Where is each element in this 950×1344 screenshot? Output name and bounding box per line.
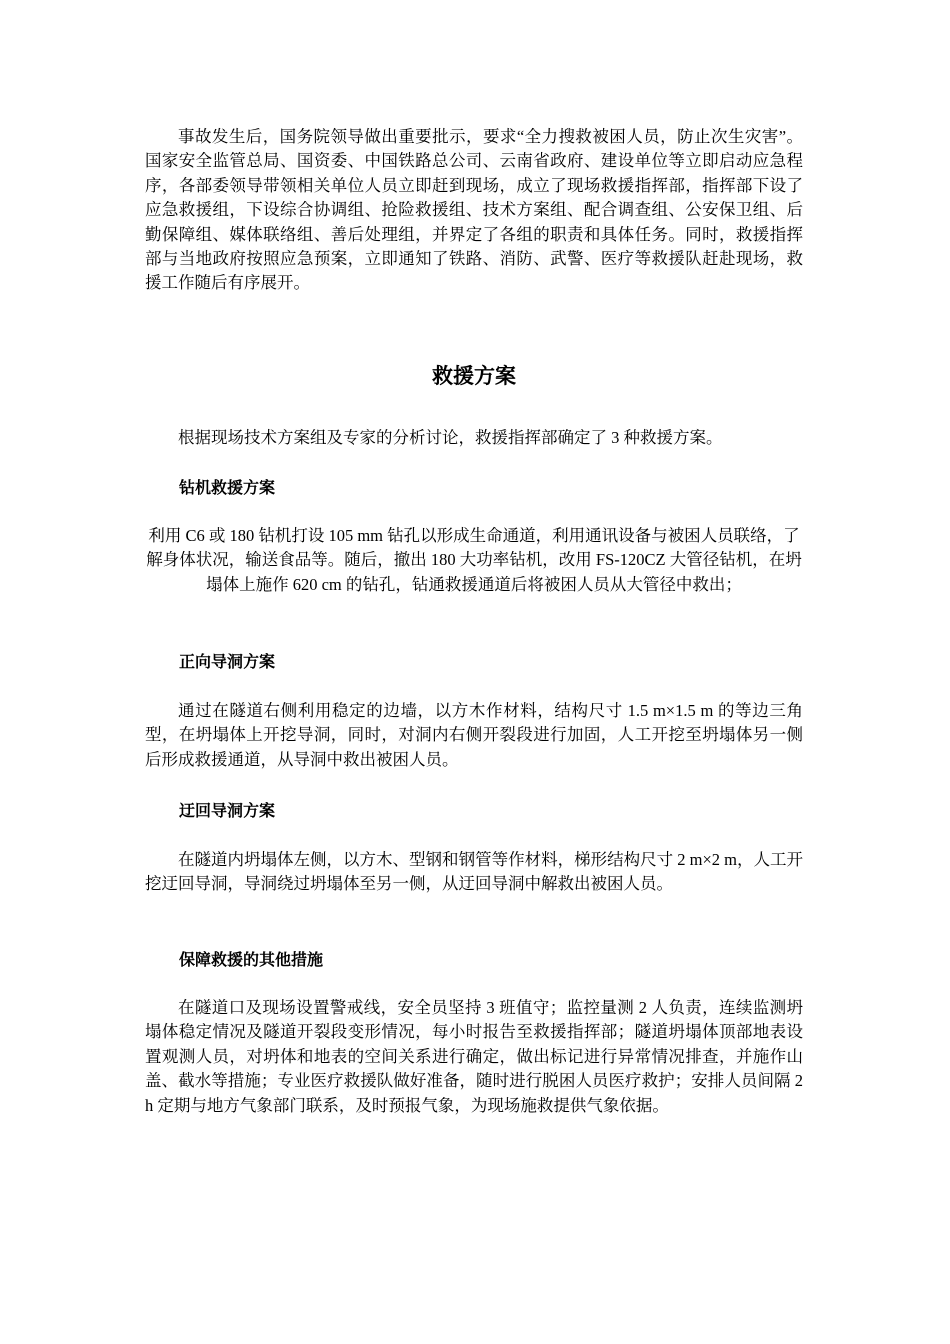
plan-body-other-measures: 在隧道口及现场设置警戒线，安全员坚持 3 班值守；监控量测 2 人负责，连续监测坍塌体稳定情况及隧道开裂段变形情况，每小时报告至救援指挥部；隧道坍塌体顶部地表设置观测人员，对坍体和地表的空间关系进行确定，做出标记进行异常情况排查，并施作山盖、截水等措施；专业医疗救援队做好准备，随时进行脱困人员医疗救护；安排人员间隔 2 h 定期与地方气象部门联系，及时预报气象，为现场施救提供气象依据。 — [145, 998, 803, 1115]
section-intro-paragraph: 根据现场技术方案组及专家的分析讨论，救援指挥部确定了 3 种救援方案。 — [178, 428, 723, 447]
plan-heading-drilling: 钻机救援方案 — [179, 478, 276, 497]
plan-body-drilling: 利用 C6 或 180 钻机打设 105 mm 钻孔以形成生命通道，利用通讯设备与被困人员联络，了解身体状况，输送食品等。随后，撤出 180 大功率钻机，改用 FS-120CZ 大管径钻机，在坍塌体上施作 620 cm 的钻孔，钻通救援通道后将被困人员从大管径中救出； — [146, 526, 802, 594]
plan-heading-detour-pilot-tunnel: 迂回导洞方案 — [179, 801, 276, 820]
plan-heading-forward-pilot-tunnel: 正向导洞方案 — [179, 652, 276, 671]
plan-body-detour-pilot-tunnel: 在隧道内坍塌体左侧，以方木、型钢和钢管等作材料，梯形结构尺寸 2 m×2 m，人工开挖迂回导洞，导洞绕过坍塌体至另一侧，从迂回导洞中解救出被困人员。 — [145, 850, 803, 894]
plan-body-forward-pilot-tunnel: 通过在隧道右侧利用稳定的边墙，以方木作材料，结构尺寸 1.5 m×1.5 m 的等边三角型，在坍塌体上开挖导洞，同时，对洞内右侧开裂段进行加固，人工开挖至坍塌体另一侧后形成救援通道，从导洞中救出被困人员。 — [145, 701, 803, 769]
section-title: 救援方案 — [432, 364, 516, 388]
plan-heading-other-measures: 保障救援的其他措施 — [179, 950, 324, 969]
intro-paragraph: 事故发生后，国务院领导做出重要批示，要求“全力搜救被困人员，防止次生灾害”。国家安全监管总局、国资委、中国铁路总公司、云南省政府、建设单位等立即启动应急程序，各部委领导带领相关单位人员立即赶到现场，成立了现场救援指挥部，指挥部下设了应急救援组，下设综合协调组、抢险救援组、技术方案组、配合调查组、公安保卫组、后勤保障组、媒体联络组、善后处理组，并界定了各组的职责和具体任务。同时，救援指挥部与当地政府按照应急预案，立即通知了铁路、消防、武警、医疗等救援队赶赴现场，救援工作随后有序展开。 — [145, 127, 803, 293]
